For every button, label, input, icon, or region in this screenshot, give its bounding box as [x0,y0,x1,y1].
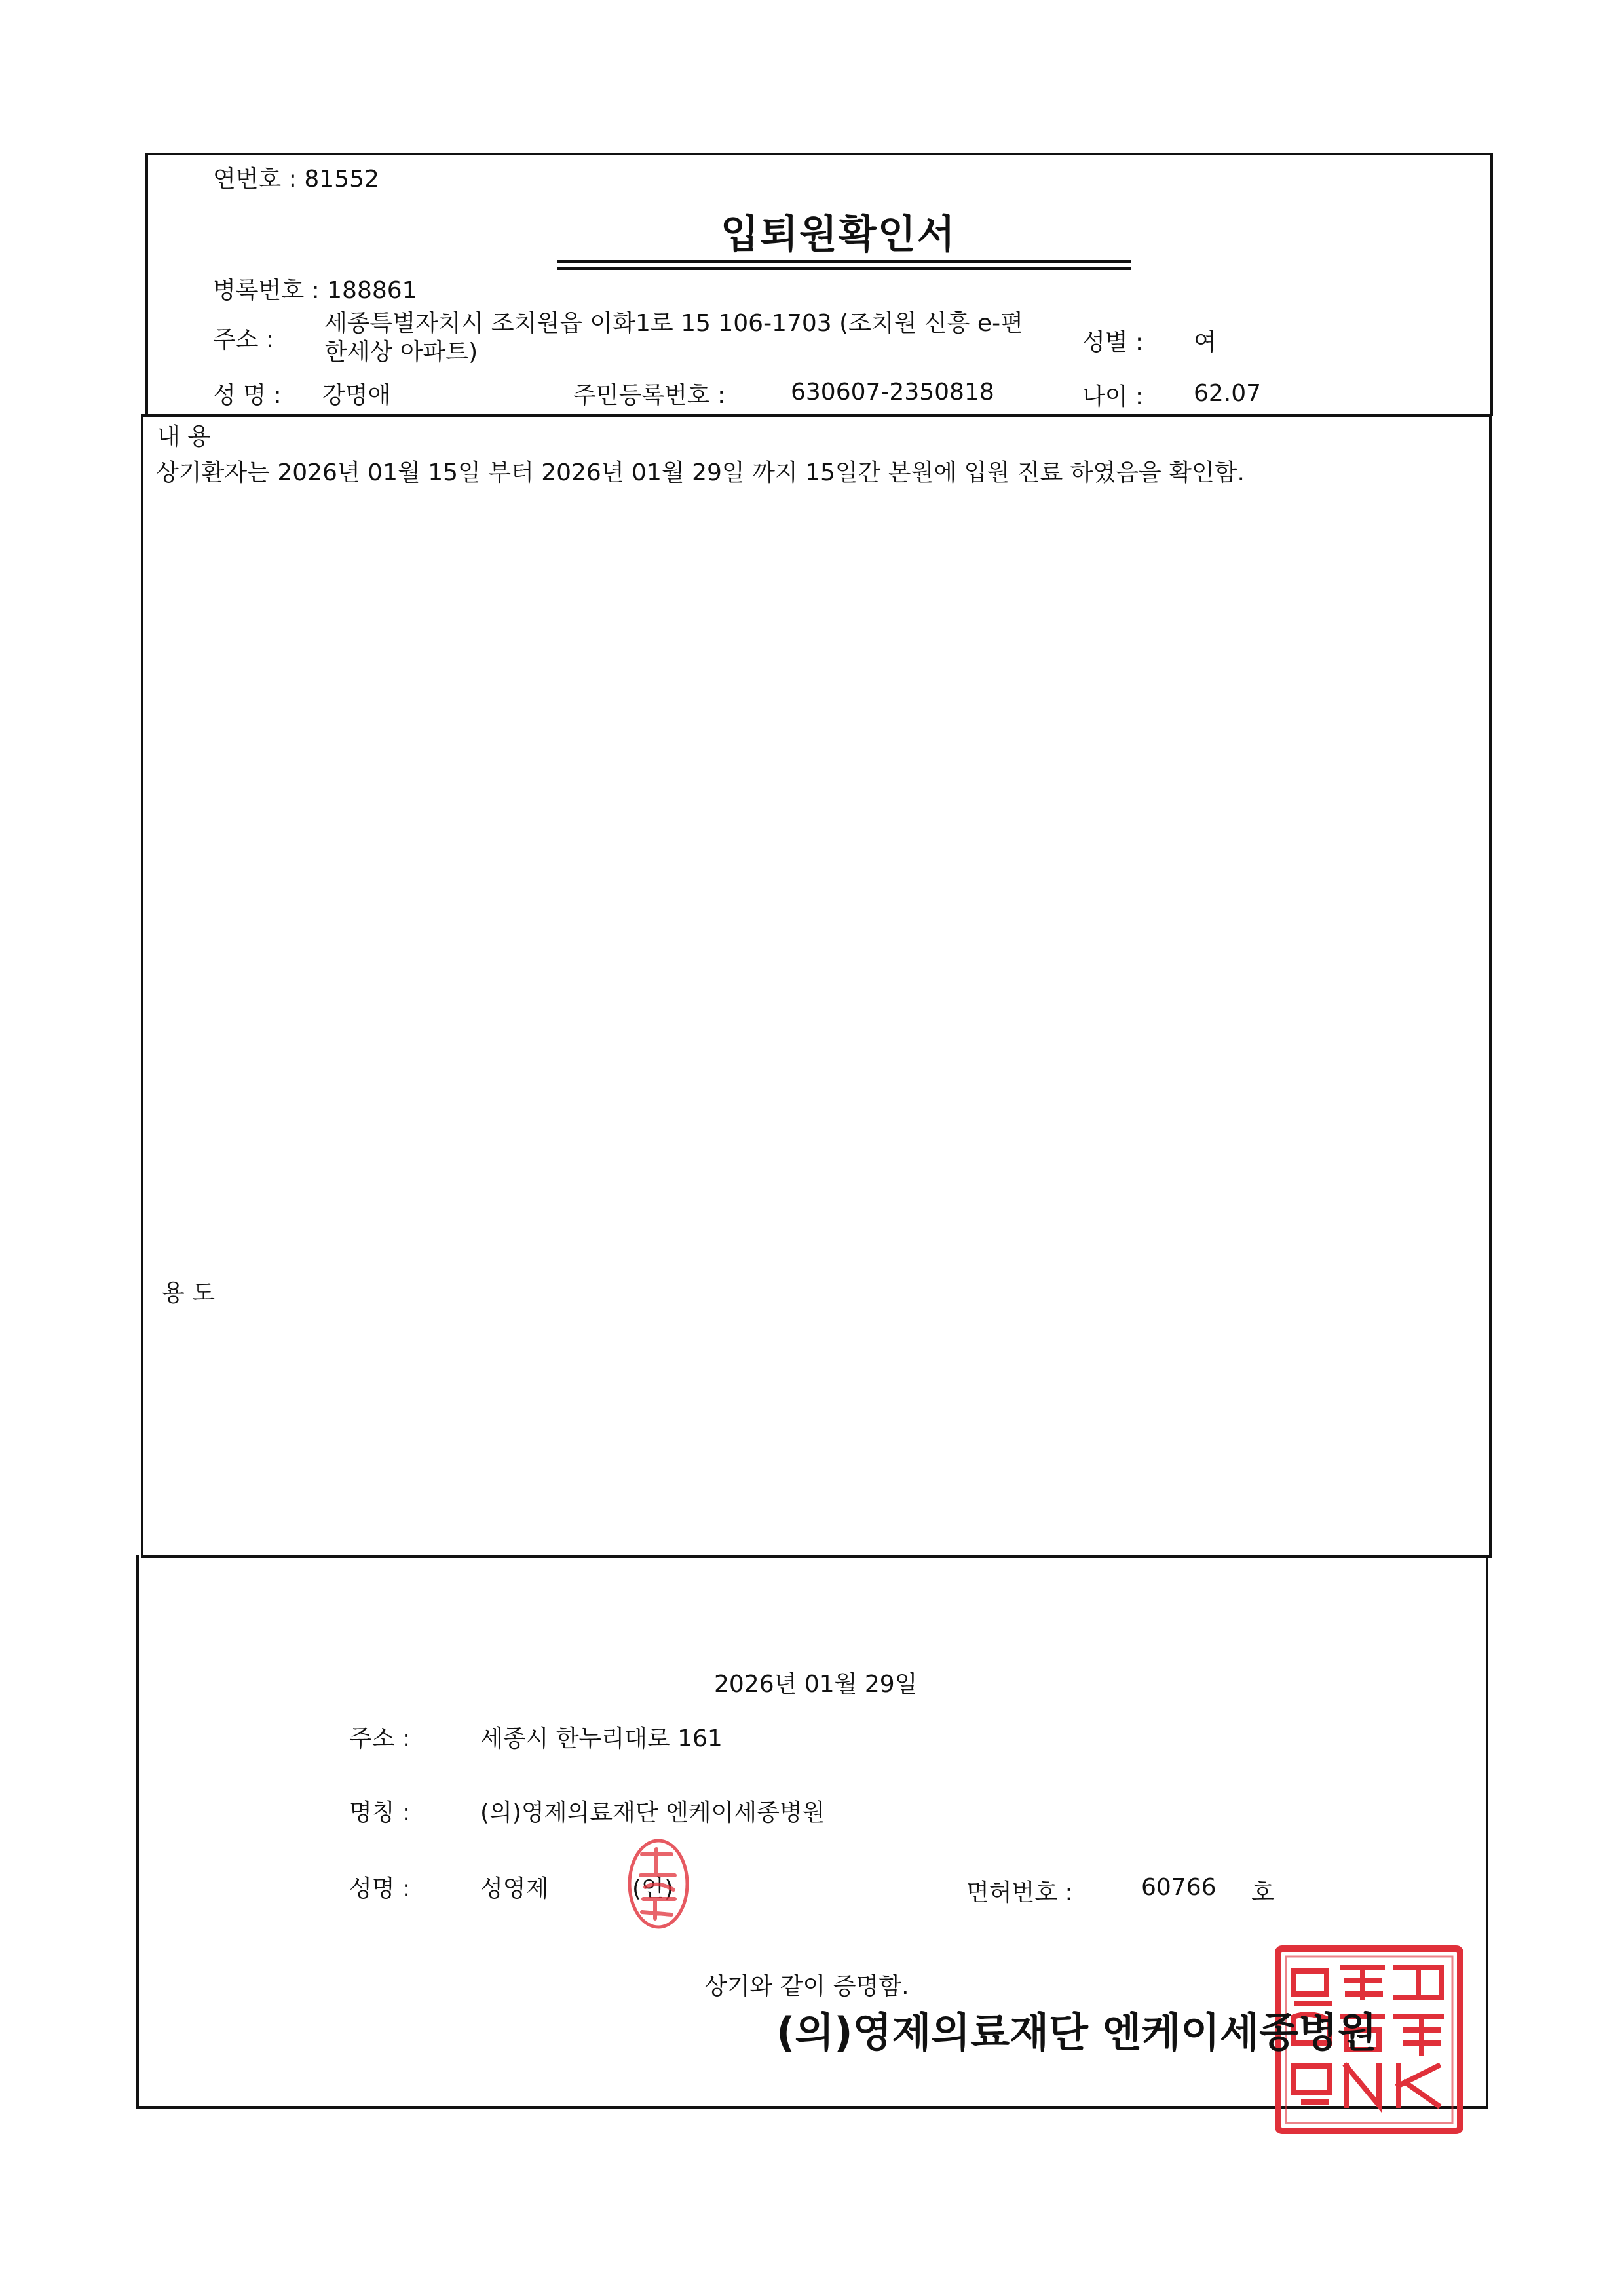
doctor-seal-icon [622,1835,694,1933]
purpose-label: 용 도 [162,1280,215,1307]
address-line-2: 한세상 아파트) [324,339,478,366]
institution-name: (의)영제의료재단 엔케이세종병원 [480,1799,825,1826]
document-title: 입퇴원확인서 [721,212,956,258]
institution-label: 명칭 : [349,1799,411,1826]
issue-date: 2026년 01월 29일 [714,1671,918,1698]
admission-statement: 상기환자는 2026년 01월 15일 부터 2026년 01월 29일 까지 15일간 본원에 입원 진료 하였음을 확인함. [156,459,1245,486]
patient-address [324,309,1023,367]
age-label: 나이 : [1082,383,1144,410]
license-number: 60766 [1141,1874,1217,1901]
doctor-name: 성영제 [480,1875,549,1902]
serial-value: 81552 [304,166,379,193]
issuer-address-value: 세종시 한누리대로 161 [480,1725,723,1752]
name-label: 성 명 : [213,382,282,409]
chart-value: 188861 [327,277,417,304]
address-line-1: 세종특별자치시 조치원읍 이화1로 15 106-1703 (조치원 신흥 e-편 [324,310,1023,337]
name-value: 강명애 [322,382,391,409]
certify-text: 상기와 같이 증명함. [704,1973,909,2000]
rrn-label: 주민등록번호 : [573,382,726,409]
content-label: 내 용 [157,423,210,450]
license-label: 면허번호 : [966,1879,1073,1906]
content-frame [141,414,1492,1558]
license-suffix: 호 [1251,1879,1274,1906]
sex-value: 여 [1194,329,1217,356]
title-underline [557,260,1131,263]
issuer-address-label: 주소 : [349,1725,411,1752]
chart-label: 병록번호 : [213,277,320,304]
age-value: 62.07 [1194,380,1262,407]
rrn-value: 630607-2350818 [791,379,994,406]
doctor-name-label: 성명 : [349,1875,411,1902]
serial-label: 연번호 : [213,166,297,193]
hospital-footer-name: (의)영제의료재단 엔케이세종병원 [776,2008,1377,2056]
chart-number [213,272,417,305]
sex-label: 성별 : [1082,329,1144,356]
title-underline-2 [557,267,1131,270]
serial-number [213,161,379,194]
seal-mark: (인) [632,1875,673,1902]
address-label: 주소 : [213,326,274,353]
